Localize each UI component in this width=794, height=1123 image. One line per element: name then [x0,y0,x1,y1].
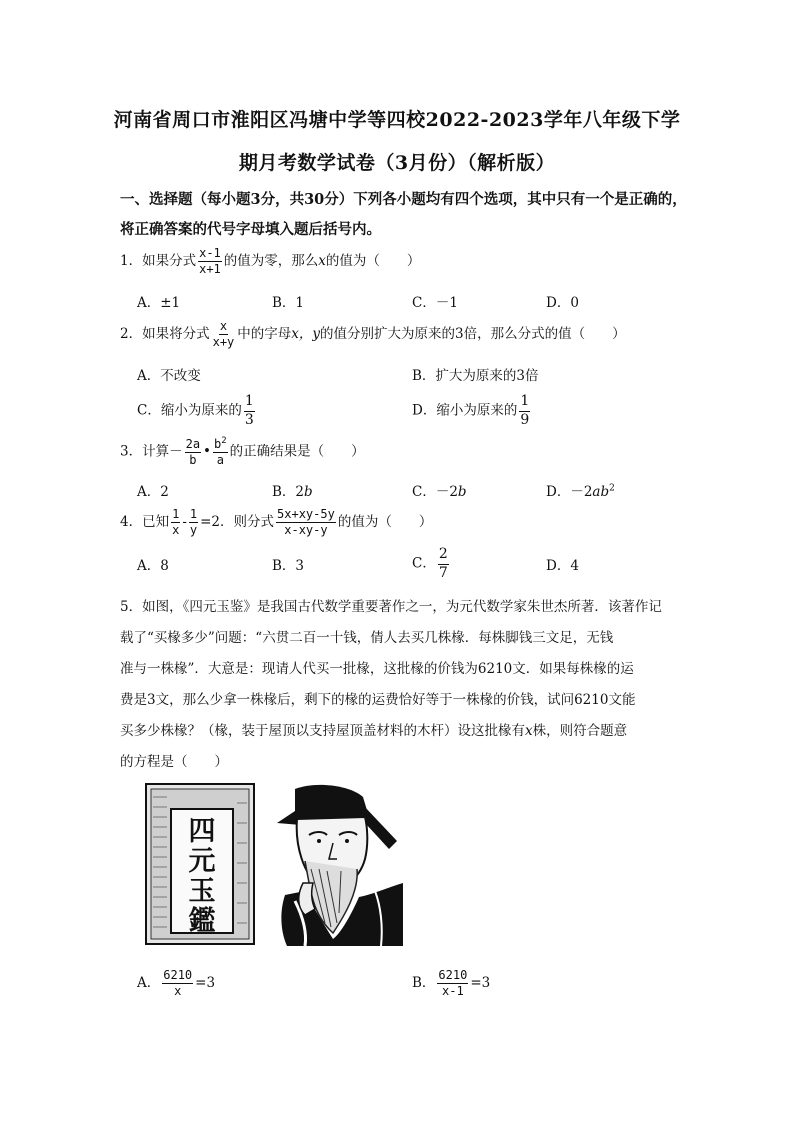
q1-suffix2: 的值为（ ） [325,253,421,269]
q3-f1-den: b [189,452,197,467]
q3-f2-sup: 2 [221,436,227,446]
q3-f2-num-wrap [213,436,228,453]
q2-option-a: A．不改变 [137,368,201,384]
q4-prefix: 4．已知 [120,514,170,530]
q2-optd-den: 9 [520,411,530,428]
q4-f1-den: x [172,523,180,537]
q2-optc-text: C．缩小为原来的 [137,402,242,419]
q5-line1: 5．如图，《四元玉鉴》是我国古代数学重要著作之一，为元代数学家朱世杰所著．该著作记 [120,599,662,615]
q3-suffix: 的正确结果是（ ） [229,443,365,460]
q3-dot: • [203,443,212,460]
q5-opta-eq: =3 [195,975,216,991]
q2-optc-fraction [244,393,255,429]
q3-option-c [412,480,467,500]
q4-f2-den: y [189,523,198,537]
q2-option-b: B．扩大为原来的3倍 [412,368,539,384]
q2-fraction [212,319,236,350]
q4-suffix: 的值为（ ） [337,514,433,530]
q1-var: x [318,253,326,269]
section-heading-line2: 将正确答案的代号字母填入题后括号内。 [120,221,381,238]
q3-optd-sup: 2 [609,483,615,494]
q4-minus: - [182,514,187,530]
q4-fraction-3 [276,507,336,538]
q2-suffix2: 的值分别扩大为原来的3倍，那么分式的值（ ） [320,326,626,342]
q4-optc-den: 7 [438,564,448,581]
q5-opta-den: x [174,984,182,998]
q3-fraction-1 [185,437,201,468]
q3-optd-pre: D．－2 [546,484,593,500]
q4-optc-fraction [438,546,449,582]
q5-line5-post: 株，则符合题意 [532,723,628,739]
q3-optd-var: ab [592,484,610,500]
q3-prefix: 3．计算－ [120,443,183,460]
q4-f3-den: x-xy-y [284,523,328,537]
q5-opta-num: 6210 [163,968,193,982]
q1-prefix: 1．如果分式 [120,253,197,269]
question-4 [120,507,432,538]
q1-option-a: A．±1 [137,295,181,311]
question-3 [120,436,365,468]
q1-frac-den: x+1 [199,262,221,276]
q3-fraction-2 [213,436,228,468]
q5-line4: 费是3文，那么少拿一株椽后，剩下的椽的运费恰好等于一株椽的价钱，试问6210文能 [120,692,636,708]
q2-optc-den: 3 [244,411,254,428]
q5-optb-den: x-1 [442,984,464,998]
q2-optc-num: 1 [244,393,255,412]
q2-optd-fraction [519,393,530,429]
q2-vars: x，y [291,326,321,342]
q4-option-b: B．3 [272,558,305,574]
section-heading-line1: 一、选择题（每小题3分，共30分）下列各小题均有四个选项，其中只有一个是正确的， [120,191,687,208]
q4-option-a: A．8 [137,558,169,574]
q5-line6: 的方程是（ ） [120,754,228,770]
q5-line3: 准与一株椽”．大意是：现请人代买一批椽，这批椽的价钱为6210文．如果每株椽的运 [120,661,634,677]
q3-optb-pre: B．2 [272,484,305,500]
q5-option-a [137,968,215,999]
q2-prefix: 2．如果将分式 [120,326,210,342]
q5-optb-text: B． [412,975,436,991]
q4-fraction-2 [189,507,198,538]
q4-mid: =2．则分式 [200,514,275,530]
q2-option-c [137,393,257,429]
q1-option-b: B．1 [272,295,305,311]
exam-title-line1: 河南省周口市淮阳区冯塘中学等四校2022-2023学年八年级下学 [113,109,681,131]
q3-f1-num: 2a [185,436,201,451]
q5-line2: 载了“买椽多少”问题：“六贯二百一十钱，倩人去买几株椽．每株脚钱三文足，无钱 [120,630,614,646]
q3-option-d [546,480,615,500]
q3-f2-den: a [216,453,224,467]
book-title-text: 四元玉鑑 [188,816,216,937]
q1-suffix: 的值为零，那么 [223,253,319,269]
q4-optc-text: C． [412,555,436,572]
q2-optd-num: 1 [519,393,530,412]
exam-title-line2: 期月考数学试卷（3月份）（解析版） [238,152,556,174]
q2-suffix: 中的字母 [237,326,292,342]
siyuan-yujian-figure [145,783,403,947]
q3-optb-var: b [304,484,313,500]
q4-option-d: D．4 [546,558,579,574]
question-5 [120,592,676,778]
q3-f2-num: b [214,437,222,451]
q3-optc-pre: C．－2 [412,484,458,500]
q2-frac-num: x [219,319,228,333]
question-2 [120,319,626,350]
q1-option-c: C．－1 [412,295,458,311]
q1-fraction [198,246,222,277]
q5-opta-fraction [162,968,193,999]
q4-fraction-1 [171,507,180,538]
q4-optc-num: 2 [438,546,449,565]
q1-option-d: D．0 [546,295,579,311]
q5-opta-text: A． [137,975,161,991]
q1-frac-num: x-1 [199,246,221,260]
q2-option-d [412,393,532,429]
question-1 [120,246,420,277]
q5-line5-pre: 买多少株椽？（椽，装于屋顶以支持屋顶盖材料的木杆）设这批椽有 [120,723,525,739]
q3-option-b [272,480,313,500]
q4-f1-num: 1 [172,507,180,521]
q5-optb-num: 6210 [438,968,468,982]
q2-optd-text: D．缩小为原来的 [412,402,518,419]
q2-frac-den: x+y [212,335,235,349]
q4-option-c [412,546,451,582]
q4-f3-num: 5x+xy-5y [277,507,335,521]
q5-line5 [120,716,676,747]
q3-optc-var: b [457,484,467,500]
q5-line5-var: x [525,723,533,739]
q5-option-b [412,968,490,999]
q3-option-a: A．2 [137,484,169,500]
q5-optb-fraction [437,968,468,999]
q5-optb-eq: =3 [470,975,491,991]
q4-f2-num: 1 [189,507,198,521]
